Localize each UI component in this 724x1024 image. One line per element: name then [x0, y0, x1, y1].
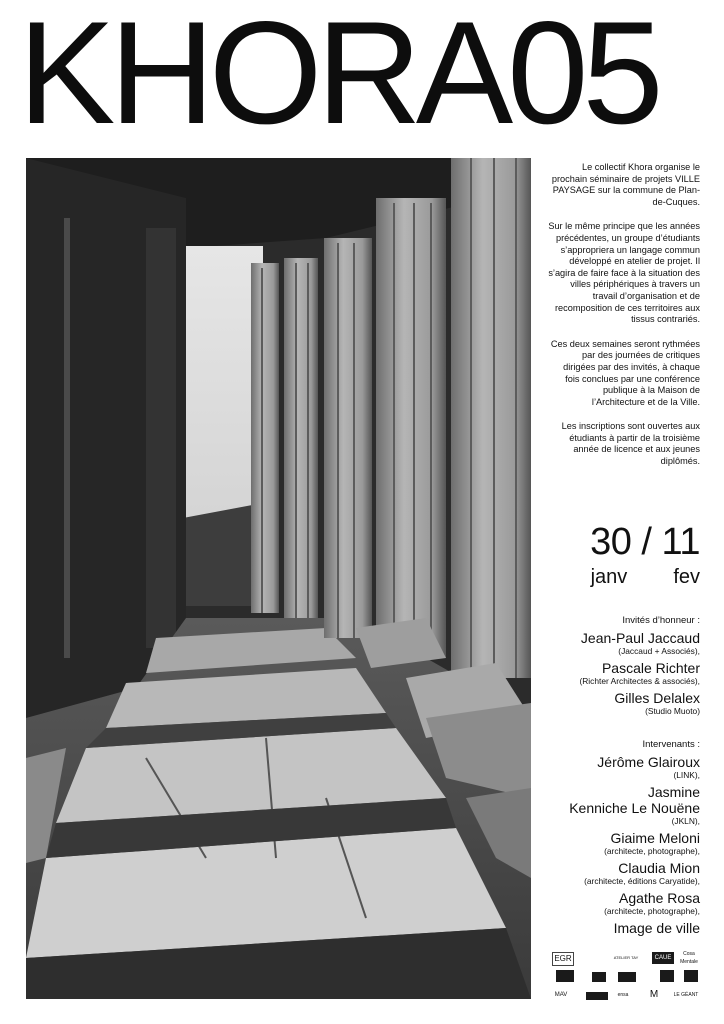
ensa-logo: ensa [614, 990, 632, 1000]
intro-paragraph-3: Ces deux semaines seront rythmées par des journées de critiques dirigées par des invités, à chaque fois conclues par une conférence publique à la Maison de l’Architecture et de la Ville. [550, 338, 700, 407]
speakers-heading: Intervenants : [642, 739, 700, 750]
date-months [548, 566, 700, 588]
event-dates [548, 520, 700, 588]
partner-logos [552, 950, 702, 1004]
mav-logo: MAV [552, 990, 570, 1000]
intro-paragraph-4: Les inscriptions sont ouvertes aux étudiants à partir de la troisième année de licence et aux jeunes diplômés. [561, 421, 700, 467]
speaker-name: Jérôme Glairoux [597, 754, 700, 770]
poster-title: KHORA05 [18, 0, 658, 154]
cosa-mentale-logo: Cosa Mentale [676, 950, 702, 966]
speaker-name: Claudia Mion [618, 860, 700, 876]
guests-of-honour [548, 614, 700, 720]
atelier-logo: ATELIER TAY [613, 955, 639, 960]
partner-logo-e [684, 970, 698, 982]
guest-name: Jean-Paul Jaccaud [580, 630, 700, 646]
speaker-name: Image de ville [613, 920, 700, 936]
colonnade-photo [26, 158, 531, 999]
intro-text [548, 162, 700, 481]
partner-logo-d [660, 970, 674, 982]
speaker-name: Jasmine [647, 784, 700, 800]
speaker-name: Agathe Rosa [619, 890, 700, 906]
guests-heading: Invités d’honneur : [622, 615, 700, 626]
speaker-affiliation: (architecte, éditions Caryatide), [584, 876, 700, 886]
speaker-affiliation: (architecte, photographe), [604, 846, 700, 856]
egr-logo: EGR [552, 952, 574, 966]
month-start: janv [590, 566, 628, 588]
le-geant-logo: LE GÉANT [670, 990, 702, 1000]
partner-logo-b [592, 972, 606, 982]
intro-paragraph-2: Sur le même principe que les années précédentes, un groupe d’étudiants s’appropriera un langage commun développé en atelier de projet. Il s’agira de faire face à la situation des villes périphériques à travers un travail d’organisation et de recomposition de ces territoires aux tissus contrariés. [548, 221, 700, 325]
speaker-name: Kenniche Le Nouëne [569, 800, 700, 816]
speakers [548, 738, 700, 936]
speaker-affiliation: (LINK), [673, 770, 700, 780]
speaker-affiliation: (JKLN), [671, 816, 700, 826]
partner-logo-f [586, 992, 608, 1000]
partner-logo-a [556, 970, 574, 982]
partner-logo-c [618, 972, 636, 982]
intro-paragraph-1: Le collectif Khora organise le prochain séminaire de projets VILLE PAYSAGE sur la commune de Plan-de-Cuques. [551, 162, 700, 207]
speaker-affiliation: (architecte, photographe), [604, 906, 700, 916]
month-end: fev [673, 566, 700, 588]
m-logo: M [649, 989, 659, 1000]
guest-affiliation: (Studio Muoto) [645, 706, 700, 716]
guest-affiliation: (Richter Architectes & associés), [579, 676, 700, 686]
date-days: 30 / 11 [590, 521, 700, 563]
guest-name: Gilles Delalex [614, 690, 700, 706]
guest-affiliation: (Jaccaud + Associés), [618, 646, 700, 656]
speaker-name: Giaime Meloni [610, 830, 700, 846]
guest-name: Pascale Richter [601, 660, 700, 676]
caue-logo: CAUE [652, 952, 674, 964]
